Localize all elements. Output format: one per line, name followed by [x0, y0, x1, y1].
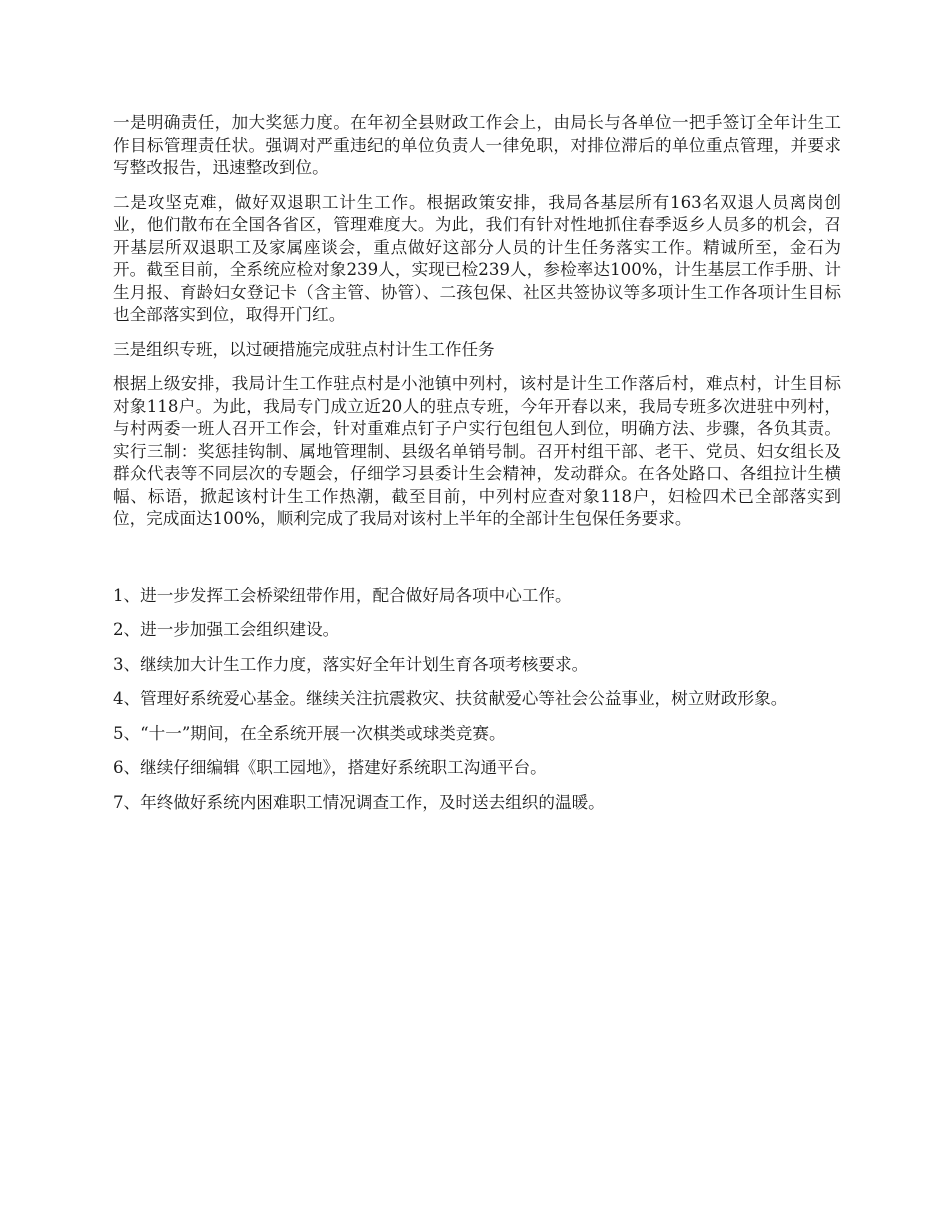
list-item: 7、年终做好系统内困难职工情况调查工作，及时送去组织的温暖。: [113, 792, 605, 812]
list-item: 5、“十一”期间，在全系统开展一次棋类或球类竞赛。: [113, 723, 506, 743]
list-item: 6、继续仔细编辑《职工园地》，搭建好系统职工沟通平台。: [113, 758, 547, 777]
list-item: 1、进一步发挥工会桥梁纽带作用，配合做好局各项中心工作。: [113, 585, 572, 605]
paragraph-task-force-heading: 三是组织专班，以过硬措施完成驻点村计生工作任务: [113, 339, 495, 359]
list-item: 2、进一步加强工会组织建设。: [113, 620, 340, 639]
document-page: [113, 112, 841, 826]
paragraph-village-work: 根据上级安排，我局计生工作驻点村是小池镇中列村，该村是计生工作落后村，难点村，计生目标对象118户。为此，我局专门成立近20人的驻点专班，今年开春以来，我局专班多次进驻中列村，与村两委一班人召开工作会，针对重难点钉子户实行包组包人到位，明确方法、步骤，各负其责。实行三制：奖惩挂钩制、属地管理制、县级名单销号制。召开村组干部、老干、党员、妇女组长及群众代表等不同层次的专题会，仔细学习县委计生会精神，发动群众。在各处路口、各组拉计生横幅、标语，掀起该村计生工作热潮，截至目前，中列村应查对象118户，妇检四术已全部落实到位，完成面达100%，顺利完成了我局对该村上半年的全部计生包保任务要求。: [113, 374, 841, 528]
list-item: 3、继续加大计生工作力度，落实好全年计划生育各项考核要求。: [113, 654, 589, 674]
paragraph-retired-workers: 二是攻坚克难，做好双退职工计生工作。根据政策安排，我局各基层所有163名双退人员离岗创业，他们散布在全国各省区，管理难度大。为此，我们有针对性地抓住春季返乡人员多的机会，召开基层所双退职工及家属座谈会，重点做好这部分人员的计生任务落实工作。精诚所至，金石为开。截至目前，全系统应检对象239人，实现已检239人，参检率达100%，计生基层工作手册、计生月报、育龄妇女登记卡（含主管、协管）、二孩包保、社区共签协议等多项计生工作各项计生目标也全部落实到位，取得开门红。: [113, 192, 841, 324]
paragraph-responsibility: 一是明确责任，加大奖惩力度。在年初全县财政工作会上，由局长与各单位一把手签订全年计生工作目标管理责任状。强调对严重违纪的单位负责人一律免职，对排位滞后的单位重点管理，并要求写整改报告，迅速整改到位。: [113, 113, 841, 177]
plan-list: [113, 585, 841, 815]
list-item: 4、管理好系统爱心基金。继续关注抗震救灾、扶贫献爱心等社会公益事业，树立财政形象。: [113, 689, 788, 708]
section-gap: [113, 543, 841, 585]
